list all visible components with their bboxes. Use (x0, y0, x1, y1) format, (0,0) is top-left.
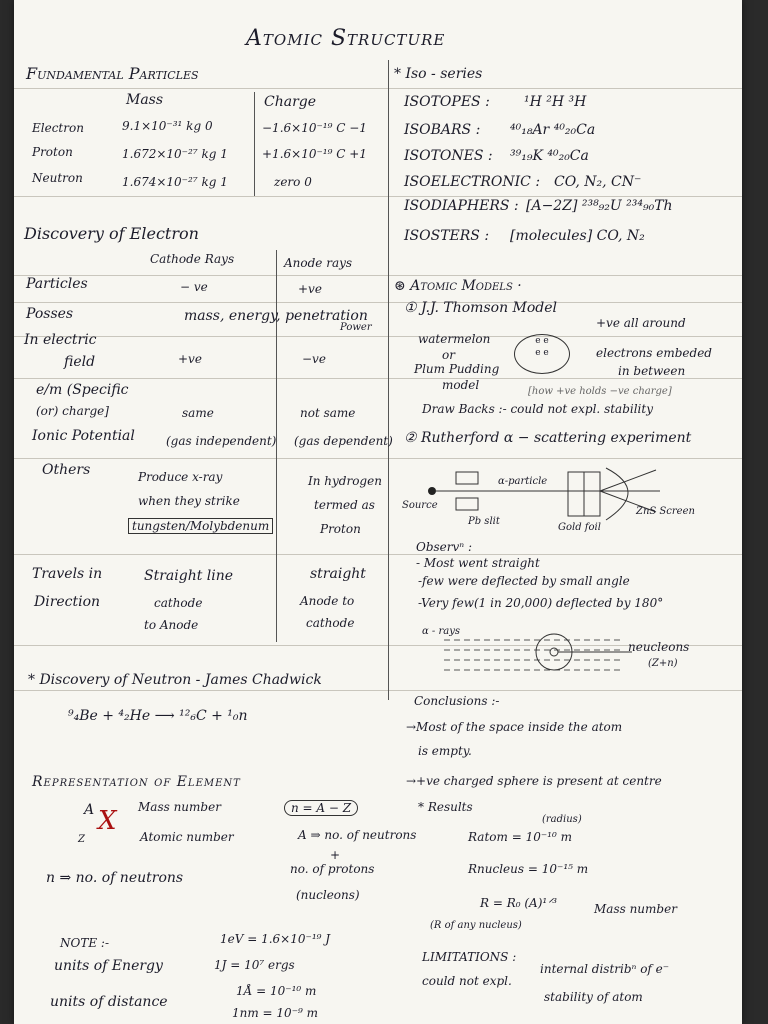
particle-charge: zero 0 (274, 175, 312, 189)
row-label: In electric (24, 332, 97, 348)
thomson-note: in between (618, 364, 686, 378)
limitation-lead: could not expl. (422, 974, 512, 988)
particle-name: Electron (32, 121, 84, 135)
cell: same (182, 406, 214, 420)
cell: Power (340, 322, 372, 333)
model-label: watermelon (418, 332, 491, 346)
observation: -Very few(1 in 20,000) deflected by 180° (418, 596, 664, 610)
plum-pudding-diagram: e e e e (514, 334, 570, 374)
iso-term: ISOELECTRONIC : (404, 174, 541, 190)
iso-term: ISOBARS : (404, 122, 481, 138)
iso-example: ⁴⁰₁₈Ar ⁴⁰₂₀Ca (510, 122, 596, 138)
apparatus-label: Gold foil (558, 522, 601, 533)
iso-term: ISODIAPHERS : (404, 198, 519, 214)
drawbacks: Draw Backs :- could not expl. stability (422, 402, 653, 416)
cell: cathode (154, 596, 203, 610)
apparatus-label: Source (402, 500, 438, 511)
iso-example: [molecules] CO, N₂ (510, 228, 645, 244)
thomson-note: +ve all around (596, 316, 686, 330)
particle-charge: +1.6×10⁻¹⁹ C +1 (262, 147, 367, 161)
cell: cathode (306, 616, 355, 630)
model-label: Plum Pudding (414, 362, 500, 376)
limitation: stability of atom (544, 990, 643, 1004)
energy-unit-1: 1eV = 1.6×10⁻¹⁹ J (220, 932, 331, 946)
thomson-note: electrons embeded (596, 346, 712, 360)
a-meaning: A ⇒ no. of neutrons (298, 828, 417, 842)
row-label: e/m (Specific (36, 382, 129, 398)
nucleus-label: neucleons (628, 640, 690, 654)
iso-term: ISOTOPES : (404, 94, 490, 110)
scattering-diagram (444, 632, 634, 680)
cell: Produce x-ray (138, 470, 223, 484)
conclusion: →Most of the space inside the atom (406, 720, 623, 734)
row-label: field (64, 354, 96, 370)
row-label: Particles (26, 276, 88, 292)
energy-units-label: units of Energy (54, 958, 163, 974)
radius-note: (radius) (542, 814, 582, 825)
rutherford-heading: ② Rutherford α − scattering experiment (404, 430, 692, 446)
iso-example: ¹H ²H ³H (524, 94, 587, 110)
iso-term: ISOTONES : (404, 148, 493, 164)
cell: +ve (178, 352, 202, 366)
cross-mark: X (98, 806, 117, 836)
distance-unit-2: 1nm = 10⁻⁹ m (232, 1006, 319, 1020)
alpha-rays-label: α - rays (422, 626, 461, 637)
formula-box: n = A − Z (284, 800, 358, 816)
fundamental-heading: Fundamental Particles (26, 64, 199, 83)
observation: - Most went straight (416, 556, 540, 570)
iso-term: ISOSTERS : (404, 228, 490, 244)
observation: -few were deflected by small angle (418, 574, 630, 588)
radius-formula: R = R₀ (A)¹ᐟ³ (480, 896, 558, 910)
cell: −ve (302, 352, 326, 366)
particle-mass: 1.674×10⁻²⁷ kg 1 (122, 175, 228, 189)
anode-col-header: Anode rays (284, 256, 353, 270)
radius-nucleus: Rnucleus = 10⁻¹⁵ m (468, 862, 589, 876)
observation-label: Observⁿ : (416, 540, 473, 554)
thomson-heading: ① J.J. Thomson Model (404, 300, 558, 316)
note-label: NOTE :- (60, 936, 110, 950)
iso-example: ³⁹₁₉K ⁴⁰₂₀Ca (510, 148, 589, 164)
energy-unit-2: 1J = 10⁷ ergs (214, 958, 295, 972)
nucleons-label: (nucleons) (296, 888, 360, 902)
particle-charge: −1.6×10⁻¹⁹ C −1 (262, 121, 367, 135)
cell: mass, energy, penetration (184, 308, 368, 324)
results-label: * Results (418, 800, 473, 814)
conclusions-label: Conclusions :- (414, 694, 500, 708)
radius-note: (R of any nucleus) (430, 920, 522, 931)
cell: (gas dependent) (294, 434, 393, 448)
plus-sign: + (330, 848, 341, 862)
cell: Proton (320, 522, 361, 536)
mass-number-note: Mass number (594, 902, 677, 916)
protons-label: no. of protons (290, 862, 375, 876)
conclusion: is empty. (418, 744, 472, 758)
column-divider (388, 60, 389, 700)
cell: termed as (314, 498, 375, 512)
cell: (gas independent) (166, 434, 277, 448)
neutron-reaction: ⁹₄Be + ⁴₂He ⟶ ¹²₆C + ¹₀n (68, 708, 248, 724)
particle-mass: 1.672×10⁻²⁷ kg 1 (122, 147, 228, 161)
nucleus-label: (Z+n) (648, 658, 678, 669)
distance-unit-1: 1Å = 10⁻¹⁰ m (236, 984, 317, 998)
models-heading: ⊛ Atomic Models · (394, 278, 522, 294)
row-label: Direction (34, 594, 101, 610)
n-meaning: n ⇒ no. of neutrons (46, 870, 184, 886)
model-label: model (442, 378, 480, 392)
row-label: Others (42, 462, 91, 478)
row-label: Travels in (32, 566, 103, 582)
representation-heading: Representation of Element (32, 774, 241, 790)
row-label: Ionic Potential (32, 428, 135, 444)
iso-example: [A−2Z] ²³⁸₉₂U ²³⁴₉₀Th (526, 198, 673, 214)
iso-example: CO, N₂, CN⁻ (554, 174, 642, 190)
limitation: internal distribⁿ of e⁻ (540, 962, 670, 976)
cell: not same (300, 406, 356, 420)
cell: tungsten/Molybdenum (128, 518, 273, 534)
cell: straight (310, 566, 366, 582)
conclusion: →+ve charged sphere is present at centre (406, 774, 662, 788)
cathode-col-header: Cathode Rays (150, 252, 235, 266)
atomic-number-label: Atomic number (140, 830, 234, 844)
mass-number-label: Mass number (138, 800, 221, 814)
cell: +ve (298, 282, 322, 296)
page-title: Atomic Structure (246, 26, 446, 51)
particle-mass: 9.1×10⁻³¹ kg 0 (122, 119, 213, 133)
apparatus-label: Pb slit (468, 516, 500, 527)
neutron-heading: * Discovery of Neutron - James Chadwick (28, 672, 322, 688)
radius-atom: Ratom = 10⁻¹⁰ m (468, 830, 572, 844)
rutherford-apparatus (400, 460, 730, 530)
cell: Anode to (300, 594, 355, 608)
apparatus-label: α-particle (498, 476, 548, 487)
a-symbol: A (84, 802, 95, 818)
charge-col-header: Charge (264, 94, 317, 110)
mass-col-header: Mass (126, 92, 164, 108)
row-label: (or) charge] (36, 404, 109, 418)
cell: In hydrogen (308, 474, 382, 488)
cell: − ve (180, 280, 208, 294)
cell: to Anode (144, 618, 199, 632)
cell: when they strike (138, 494, 240, 508)
apparatus-label: ZnS Screen (636, 506, 695, 517)
thomson-note: [how +ve holds −ve charge] (528, 386, 672, 397)
model-label: or (442, 348, 455, 362)
particle-name: Proton (32, 145, 73, 159)
cell: Straight line (144, 568, 234, 584)
iso-heading: * Iso - series (394, 66, 483, 82)
electron-heading: Discovery of Electron (24, 224, 199, 243)
limitations-label: LIMITATIONS : (422, 950, 517, 964)
z-symbol: Z (78, 834, 85, 845)
row-label: Posses (26, 306, 74, 322)
particle-name: Neutron (32, 171, 83, 185)
distance-units-label: units of distance (50, 994, 168, 1010)
notebook-page (14, 0, 742, 1024)
